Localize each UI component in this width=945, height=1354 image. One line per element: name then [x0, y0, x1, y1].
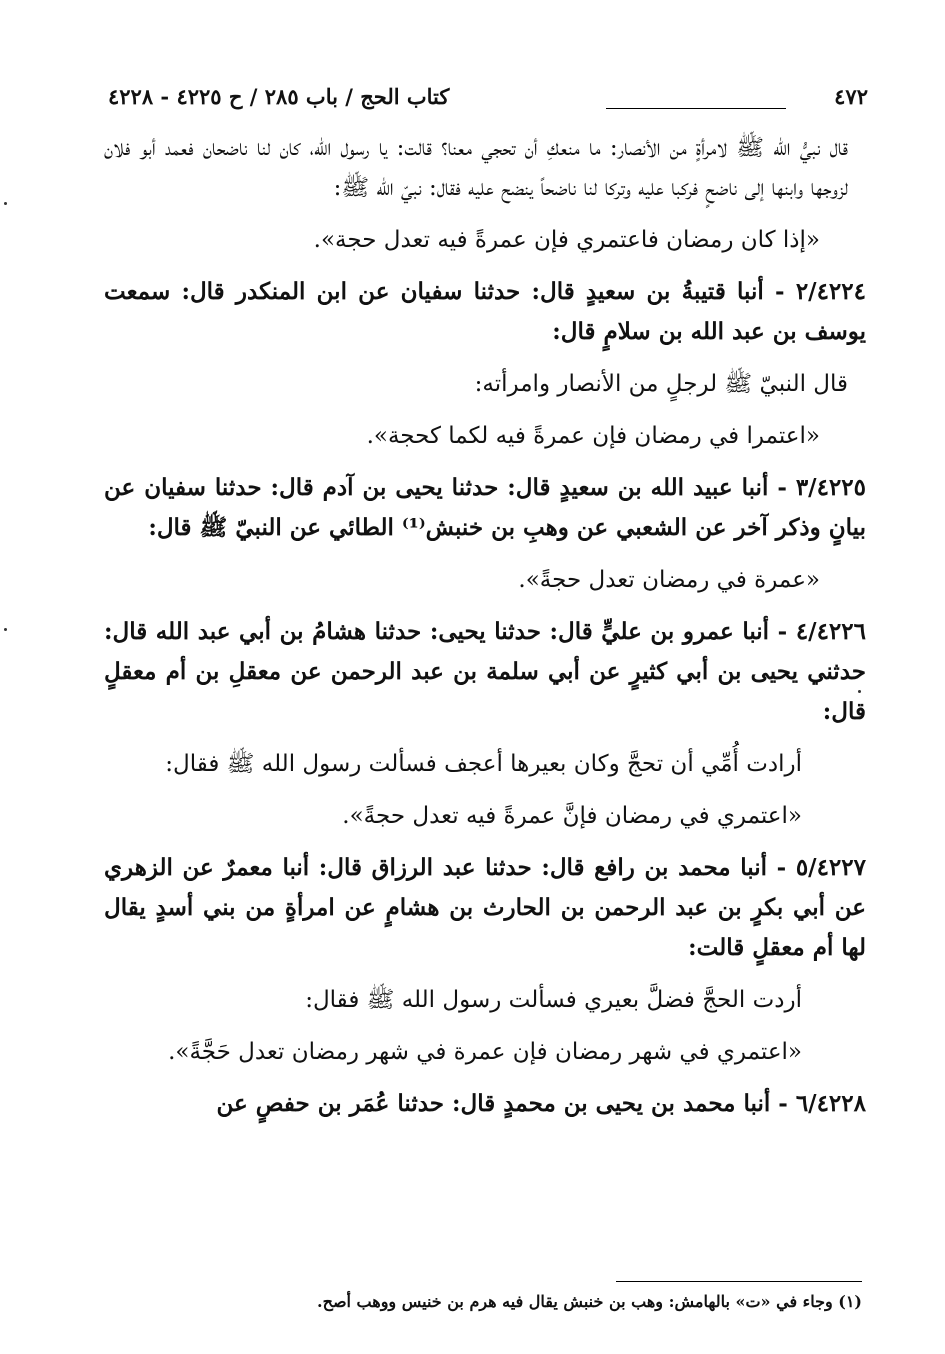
paragraph: قال النبيّ ﷺ لرجلٍ من الأنصار وامرأته: — [474, 371, 848, 397]
page-header — [108, 80, 868, 120]
hadith-number: ٢/٤٢٢٤ - — [775, 278, 866, 305]
prophetic-quote: «إذا كان رمضان فاعتمري فإن عمرةً فيه تعدل حجة». — [313, 227, 820, 253]
footnote: (١) وجاء في «ت» بالهامش: وهب بن خنبش يقال فيه هرم بن خنيس ووهب أصح. — [317, 1292, 862, 1311]
paragraph: أردت الحجَّ فضلَّ بعيري فسألت رسول الله ﷺ فقال: — [305, 987, 802, 1013]
page-number: ٤٧٢ — [834, 84, 868, 109]
scan-speck — [4, 202, 7, 205]
paragraph: قال نبيُّ الله ﷺ لامرأةٍ من الأنصار: ما منعكِ أن تحجي معنا؟ قالت: يا رسول الله، كان لنا ناضحان فعمد أبو فلان لزوجها وابنها إلى ناضحٍ فركبا عليه وتركا لنا ناضحاً ينضح عليه فقال: نبيّ الله ﷺ: — [104, 135, 848, 201]
hadith-entry: ٣/٤٢٢٥ - أنبا عبيد الله بن سعيدٍ قال: حدثنا يحيى بن آدم قال: حدثنا سفيان عن بيانٍ وذكر آخر عن الشعبي عن وهبِ بن خنبش⁽¹⁾ الطائي عن النبيّ ﷺ قال: — [104, 474, 866, 541]
hadith-number: ٥/٤٢٢٧ - — [776, 854, 866, 881]
running-title: كتاب الحج / باب ٢٨٥ / ح ٤٢٢٥ - ٤٢٢٨ — [108, 84, 450, 109]
prophetic-quote: «اعتمرا في رمضان فإن عمرةً فيه لكما كحجة». — [366, 423, 820, 449]
hadith-entry: ٥/٤٢٢٧ - أنبا محمد بن رافع قال: حدثنا عبد الرزاق قال: أنبا معمرٌ عن الزهري عن أبي بكرٍ بن عبد الرحمن بن الحارث بن هشامٍ عن امرأةٍ من بني أسدٍ يقال لها أم معقلٍ قالت: — [104, 854, 866, 961]
hadith-entry: ٢/٤٢٢٤ - أنبا قتيبةُ بن سعيدٍ قال: حدثنا سفيان عن ابن المنكدر قال: سمعت يوسف بن عبد الله بن سلامٍ قال: — [104, 278, 866, 345]
scan-speck — [858, 690, 861, 693]
prophetic-quote: «اعتمري في شهر رمضان فإن عمرة في شهر رمضان تعدل حَجَّةً». — [168, 1039, 802, 1065]
hadith-entry: ٤/٤٢٢٦ - أنبا عمرو بن عليٍّ قال: حدثنا يحيى: حدثنا هشامُ بن أبي عبد الله قال: حدثني يحيى بن أبي كثيرٍ عن أبي سلمة بن عبد الرحمن عن معقلِ بن أم معقلٍ قال: — [104, 618, 866, 725]
hadith-number: ٣/٤٢٢٥ - — [777, 474, 866, 501]
hadith-number: ٤/٤٢٢٦ - — [777, 618, 866, 645]
hadith-number: ٦/٤٢٢٨ - — [778, 1090, 866, 1117]
header-rule — [606, 108, 786, 109]
prophetic-quote: «عمرة في رمضان تعدل حجةً». — [518, 567, 820, 593]
scan-speck — [4, 628, 7, 631]
hadith-entry: ٦/٤٢٢٨ - أنبا محمد بن يحيى بن محمدٍ قال: حدثنا عُمَر بن حفصٍ عن — [216, 1090, 866, 1117]
prophetic-quote: «اعتمري في رمضان فإنَّ عمرةً فيه تعدل حجةً». — [342, 803, 802, 829]
page-body — [104, 128, 866, 1136]
paragraph: أرادت أُمِّي أن تحجَّ وكان بعيرها أعجف فسألت رسول الله ﷺ فقال: — [165, 751, 802, 777]
footnote-rule — [616, 1281, 862, 1282]
